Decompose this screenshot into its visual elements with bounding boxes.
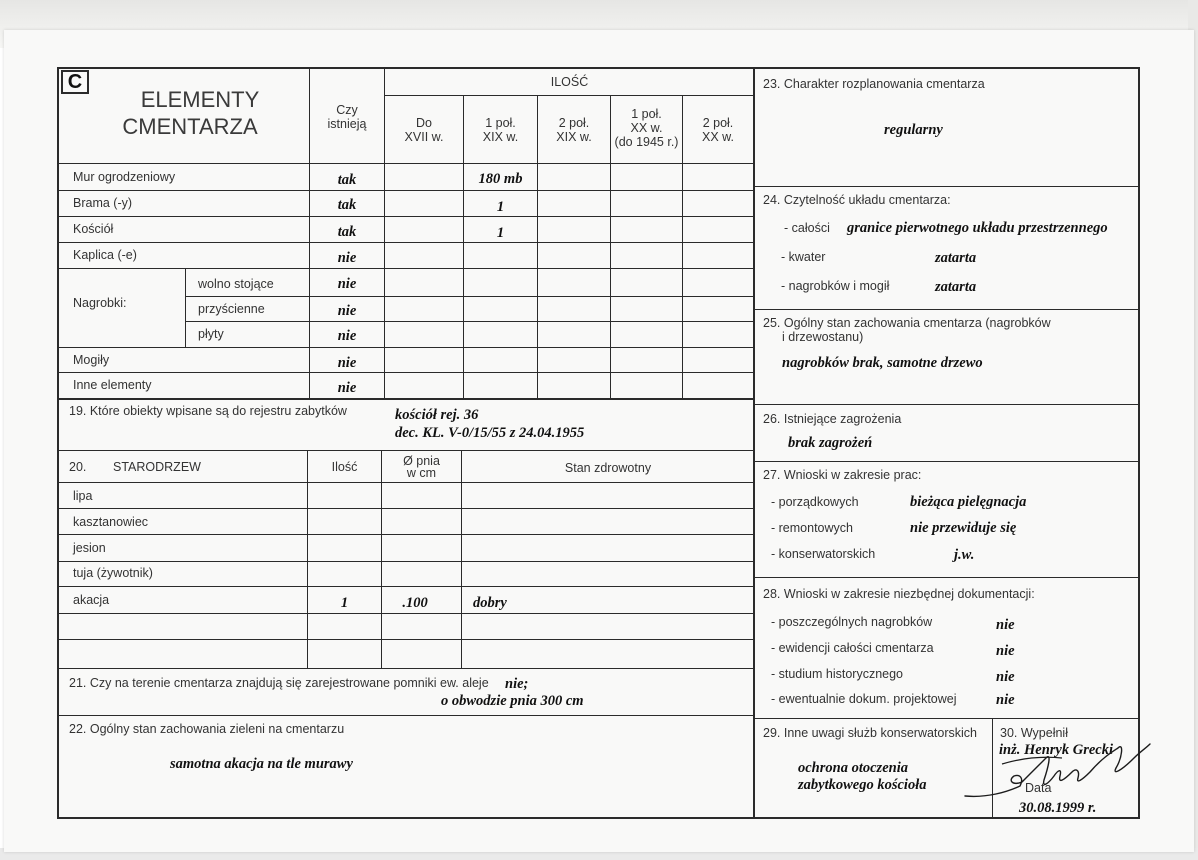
q28-item-answer: nie: [996, 617, 1015, 633]
grid-line: [58, 586, 754, 587]
q24-item-answer: granice pierwotnego układu przestrzennego: [847, 220, 1108, 236]
q19-answer-line-1: kościół rej. 36: [395, 407, 479, 423]
element-label: Kościół: [73, 222, 114, 236]
q25-label-line-1: 25. Ogólny stan zachowania cmentarza (nagrobków: [763, 316, 1051, 330]
q29-answer-line-2: zabytkowego kościoła: [798, 777, 927, 793]
element-exists: nie: [337, 355, 357, 371]
period-header-3: 2 poł. XIX w.: [556, 116, 592, 144]
q30-date: 30.08.1999 r.: [1019, 800, 1097, 816]
element-label: Brama (-y): [73, 196, 133, 210]
grid-line: [58, 639, 754, 640]
q22-label: 22. Ogólny stan zachowania zieleni na cmentarzu: [69, 722, 345, 736]
grid-line: [58, 242, 754, 243]
q27-item-answer: bieżąca pielęgnacja: [910, 494, 1027, 510]
period-header-4: 1 poł. XX w. (do 1945 r.): [614, 107, 679, 149]
grid-line: [58, 268, 754, 269]
q28-label: 28. Wnioski w zakresie niezbędnej dokumentacji:: [763, 587, 1035, 601]
q19-label: 19. Które obiekty wpisane są do rejestru zabytków: [69, 404, 347, 418]
q27-item-answer: j.w.: [954, 547, 975, 563]
q24-item-label: - kwater: [781, 250, 826, 264]
q24-item-answer: zatarta: [935, 250, 977, 266]
section-letter-box: [61, 70, 89, 94]
grid-line: [58, 190, 754, 191]
grid-line: [58, 163, 754, 164]
grid-line: [754, 718, 1139, 719]
q28-item-label: - ewidencji całości cmentarza: [771, 641, 934, 655]
grid-line: [185, 269, 186, 348]
grid-line: [754, 404, 1139, 405]
grid-line: [58, 534, 754, 535]
grid-line: [754, 186, 1139, 187]
q28-item-label: - studium historycznego: [771, 667, 904, 681]
period-header-1: Do XVII w.: [404, 116, 444, 144]
q28-item-answer: nie: [996, 692, 1015, 708]
q20-number: 20.: [69, 460, 87, 474]
q19-answer-line-2: dec. KL. V-0/15/55 z 24.04.1955: [395, 425, 585, 441]
element-exists: nie: [337, 276, 357, 292]
q29-label: 29. Inne uwagi służb konserwatorskich: [763, 726, 978, 740]
grid-line: [58, 668, 754, 669]
grid-line: [58, 347, 754, 348]
grid-line: [58, 561, 754, 562]
element-quantity: 180 mb: [478, 171, 523, 187]
grid-line: [754, 461, 1139, 462]
grid-line: [185, 321, 754, 322]
quantity-header: ILOŚĆ: [550, 75, 589, 89]
exists-header: Czy istnieją: [327, 103, 367, 131]
q28-item-label: - ewentualnie dokum. projektowej: [771, 692, 957, 706]
grid-line: [381, 451, 382, 668]
q28-item-answer: nie: [996, 643, 1015, 659]
grid-line: [58, 482, 754, 483]
element-label: Mogiły: [73, 353, 110, 367]
q23-answer: regularny: [884, 122, 943, 138]
q22-answer: samotna akacja na tle murawy: [170, 756, 353, 772]
q28-item-answer: nie: [996, 669, 1015, 685]
period-header-5: 2 poł. XX w.: [702, 116, 734, 144]
grid-line: [58, 216, 754, 217]
q20-count-header: Ilość: [331, 460, 358, 474]
tree-name: jesion: [73, 541, 106, 555]
q24-item-label: - nagrobków i mogił: [781, 279, 890, 293]
element-exists: tak: [337, 172, 357, 188]
q30-filler-name: inż. Henryk Grecki: [999, 742, 1113, 758]
grid-line: [754, 577, 1139, 578]
q21-answer-line-1: nie;: [505, 676, 529, 692]
element-exists: nie: [337, 303, 357, 319]
grid-line: [307, 451, 308, 668]
tree-name: akacja: [73, 593, 110, 607]
q27-item-label: - porządkowych: [771, 495, 859, 509]
q25-answer: nagrobków brak, samotne drzewo: [782, 355, 983, 371]
q23-label: 23. Charakter rozplanowania cmentarza: [763, 77, 985, 91]
element-quantity: 1: [496, 199, 505, 215]
grid-line: [58, 450, 754, 451]
element-label: wolno stojące: [198, 277, 274, 291]
q24-item-answer: zatarta: [935, 279, 977, 295]
q21-label: 21. Czy na terenie cmentarza znajdują się zarejestrowane pomniki ew. aleje: [69, 676, 489, 690]
tree-diameter: .100: [402, 595, 428, 611]
element-label: Mur ogrodzeniowy: [73, 170, 176, 184]
q25-label-line-2: i drzewostanu): [782, 330, 864, 344]
q20-health-header: Stan zdrowotny: [564, 461, 652, 475]
q27-label: 27. Wnioski w zakresie prac:: [763, 468, 922, 482]
q27-item-answer: nie przewiduje się: [910, 520, 1017, 536]
q27-item-label: - remontowych: [771, 521, 853, 535]
element-exists: nie: [337, 250, 357, 266]
tree-name: lipa: [73, 489, 93, 503]
element-exists: tak: [337, 197, 357, 213]
q20-title: STARODRZEW: [113, 460, 201, 474]
grid-line: [753, 68, 755, 818]
q21-answer-line-2: o obwodzie pnia 300 cm: [441, 693, 584, 709]
grid-line: [58, 398, 754, 400]
element-exists: tak: [337, 224, 357, 240]
element-quantity: 1: [496, 225, 505, 241]
tombstones-label: Nagrobki:: [73, 296, 127, 310]
grid-line: [58, 508, 754, 509]
q28-item-label: - poszczególnych nagrobków: [771, 615, 933, 629]
tree-health: dobry: [473, 595, 507, 611]
tree-name: tuja (żywotnik): [73, 566, 153, 580]
q24-label: 24. Czytelność układu cmentarza:: [763, 193, 951, 207]
element-label: Kaplica (-e): [73, 248, 137, 262]
q30-label: 30. Wypełnił: [1000, 726, 1068, 740]
grid-line: [185, 296, 754, 297]
title-line-1: ELEMENTY: [140, 87, 260, 112]
grid-line: [461, 451, 462, 668]
element-label: Inne elementy: [73, 378, 152, 392]
period-header-2: 1 poł. XIX w.: [482, 116, 519, 144]
element-label: płyty: [198, 327, 224, 341]
signature: [962, 728, 1152, 812]
q30-date-label: Data: [1025, 781, 1052, 795]
q29-answer-line-1: ochrona otoczenia: [798, 760, 908, 776]
title-line-2: CMENTARZA: [122, 114, 258, 139]
tree-name: kasztanowiec: [73, 515, 149, 529]
tree-count: 1: [340, 595, 349, 611]
q27-item-label: - konserwatorskich: [771, 547, 876, 561]
q26-answer: brak zagrożeń: [788, 435, 873, 451]
grid-line: [58, 613, 754, 614]
element-label: przyścienne: [198, 302, 265, 316]
grid-line: [385, 95, 754, 96]
grid-line: [58, 372, 754, 373]
element-exists: nie: [337, 380, 357, 396]
form-frame: [57, 67, 1140, 819]
q20-diameter-header: Ø pnia w cm: [403, 454, 440, 480]
section-letter: C: [67, 71, 83, 93]
q26-label: 26. Istniejące zagrożenia: [763, 412, 902, 426]
grid-line: [754, 309, 1139, 310]
q24-item-label: - całości: [784, 221, 830, 235]
grid-line: [58, 715, 754, 716]
element-exists: nie: [337, 328, 357, 344]
